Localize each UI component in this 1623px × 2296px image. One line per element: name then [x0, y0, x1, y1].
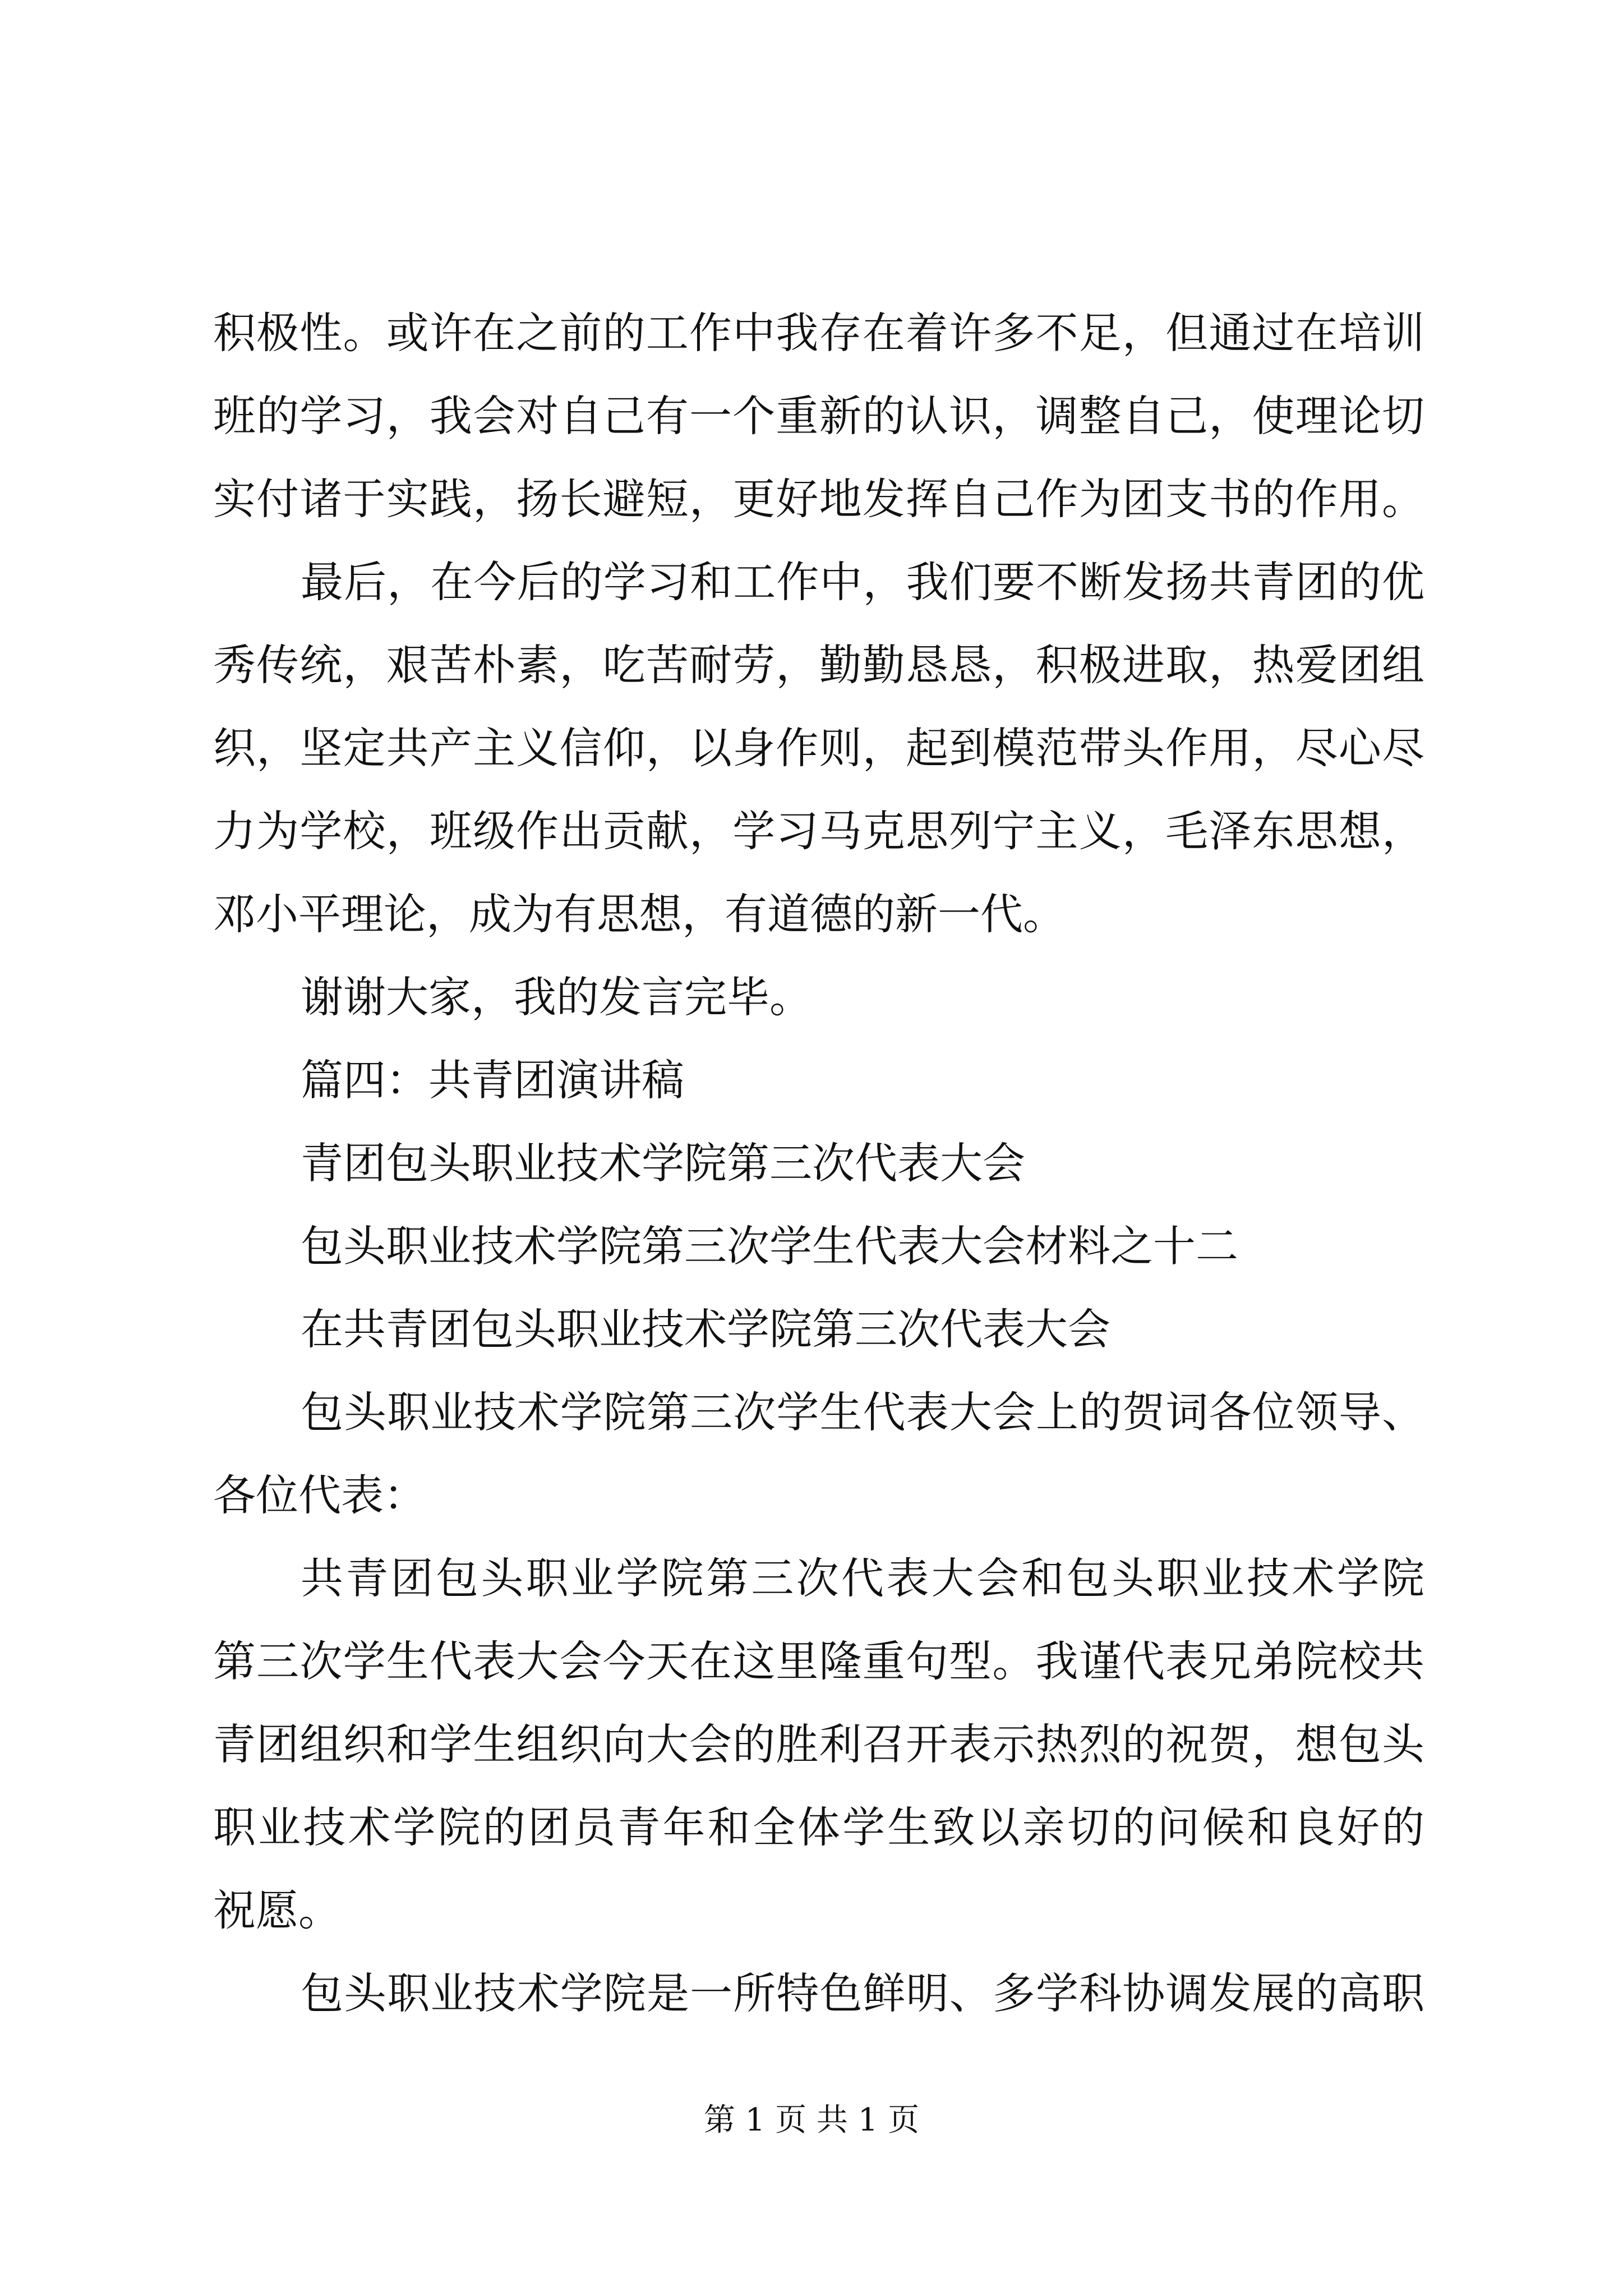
text-line: 包头职业技术学院是一所特色鲜明、多学科协调发展的高职 — [301, 1968, 1424, 2018]
text-line: 班的学习，我会对自己有一个重新的认识，调整自己，使理论切 — [213, 391, 1424, 441]
text-line: 职业技术学院的团员青年和全体学生致以亲切的问候和良好的 — [213, 1802, 1424, 1852]
page-footer: 第 1 页 共 1 页 — [703, 2102, 920, 2138]
text-line: 力为学校，班级作出贡献，学习马克思列宁主义，毛泽东思想， — [213, 806, 1424, 856]
text-line: 积极性。或许在之前的工作中我存在着许多不足，但通过在培训 — [213, 308, 1424, 358]
text-line: 祝愿。 — [213, 1885, 341, 1935]
text-line: 包头职业技术学院第三次学生代表大会上的贺词各位领导、 — [301, 1387, 1424, 1437]
text-line: 实付诸于实践，扬长避短，更好地发挥自己作为团支书的作用。 — [213, 474, 1424, 524]
text-line: 共青团包头职业学院第三次代表大会和包头职业技术学院 — [301, 1553, 1424, 1603]
text-line: 各位代表： — [213, 1470, 426, 1520]
text-line: 谢谢大家，我的发言完毕。 — [301, 972, 812, 1022]
text-line: 包头职业技术学院第三次学生代表大会材料之十二 — [301, 1221, 1238, 1271]
text-line: 青团包头职业技术学院第三次代表大会 — [301, 1138, 1025, 1188]
text-line: 最后，在今后的学习和工作中，我们要不断发扬共青团的优 — [301, 557, 1424, 607]
text-line: 邓小平理论，成为有思想，有道德的新一代。 — [213, 889, 1066, 939]
text-line: 织，坚定共产主义信仰，以身作则，起到模范带头作用，尽心尽 — [213, 723, 1424, 773]
text-line: 秀传统，艰苦朴素，吃苦耐劳，勤勤恳恳，积极进取，热爱团组 — [213, 640, 1424, 690]
text-line: 在共青团包头职业技术学院第三次代表大会 — [301, 1304, 1110, 1354]
text-line: 第三次学生代表大会今天在这里隆重句型。我谨代表兄弟院校共 — [213, 1636, 1424, 1686]
document-body — [213, 292, 1424, 2035]
text-line: 青团组织和学生组织向大会的胜利召开表示热烈的祝贺，想包头 — [213, 1719, 1424, 1769]
section-heading: 篇四：共青团演讲稿 — [301, 1055, 684, 1105]
